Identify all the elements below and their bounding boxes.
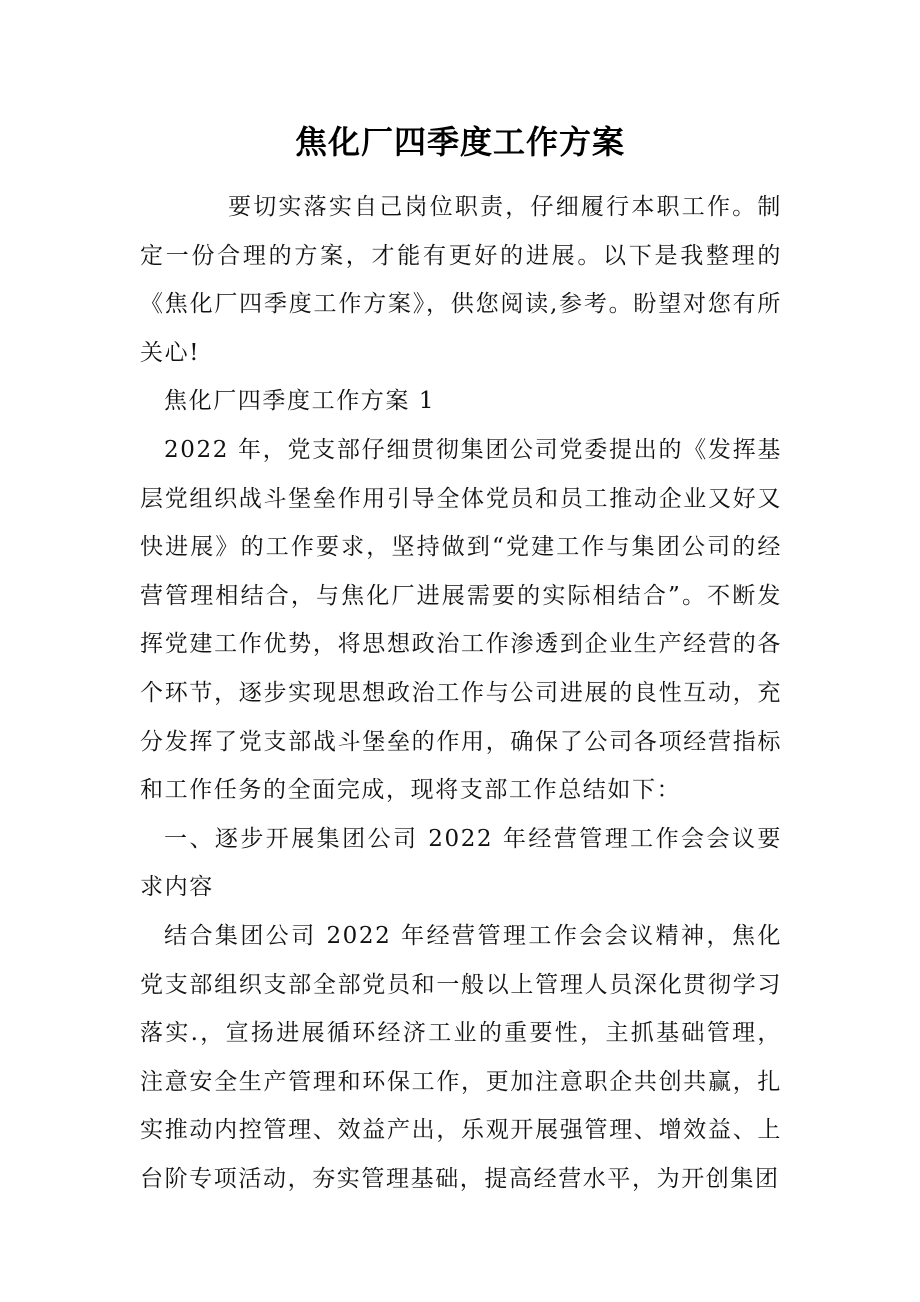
body-paragraph: 结合集团公司 2022 年经营管理工作会会议精神，焦化党支部组织支部全部党员和一般以上管理人员深化贯彻学习落实.，宣扬进展循环经济工业的重要性，主抓基础管理，注意安全生产管理和环保工作，更加注意职企共创共赢，扎实推动内控管理、效益产出，乐观开展强管理、增效益、上台阶专项活动，夯实管理基础，提高经营水平，为开创集团: [140, 922, 782, 1192]
subsection-heading: 一、逐步开展集团公司 2022 年经营管理工作会会议要求内容: [140, 825, 782, 901]
intro-paragraph: 要切实落实自己岗位职责，仔细履行本职工作。制定一份合理的方案，才能有更好的进展。以下是我整理的《焦化厂四季度工作方案》，供您阅读,参考。盼望对您有所关心!: [140, 194, 782, 366]
body-paragraph: 2022 年，党支部仔细贯彻集团公司党委提出的《发挥基层党组织战斗堡垒作用引导全体党员和员工推动企业又好又快进展》的工作要求，坚持做到“党建工作与集团公司的经营管理相结合，与焦化厂进展需要的实际相结合”。不断发挥党建工作优势，将思想政治工作渗透到企业生产经营的各个环节，逐步实现思想政治工作与公司进展的良性互动，充分发挥了党支部战斗堡垒的作用，确保了公司各项经营指标和工作任务的全面完成，现将支部工作总结如下：: [140, 436, 782, 804]
document-body: [140, 183, 782, 1203]
document-title: 焦化厂四季度工作方案: [294, 123, 625, 161]
section-heading: 焦化厂四季度工作方案 1: [164, 388, 436, 415]
